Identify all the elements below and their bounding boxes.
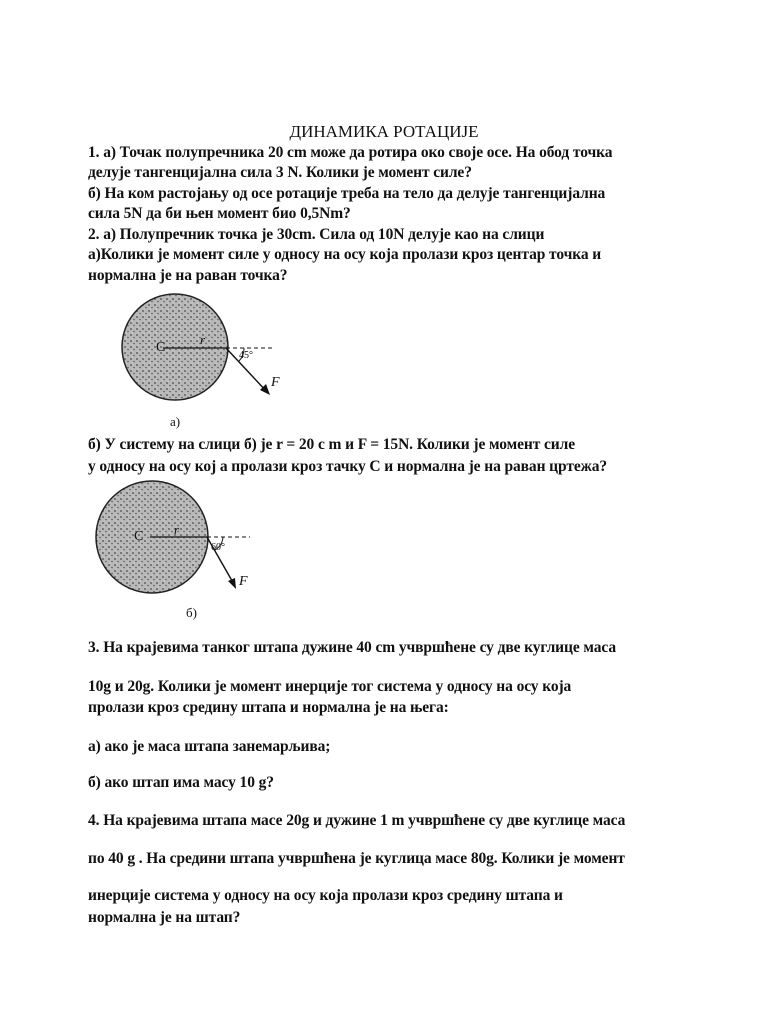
angle-label: 60° (211, 542, 225, 553)
text-line: 2. а) Полупречник точка је 30cm. Сила од 10N делује као на слици (88, 226, 545, 243)
page-title: ДИНАМИКА РОТАЦИЈЕ (289, 122, 479, 141)
figure-b (90, 480, 290, 620)
text-line: б) На ком растојању од осе ротације треба на тело да делује тангенцијална (88, 185, 606, 202)
text-line: делује тангенцијална сила 3 N. Колики је момент силе? (88, 164, 472, 181)
text-line: нормална је на раван точка? (88, 267, 288, 284)
text-line: б) ако штап има масу 10 g? (88, 774, 274, 791)
text-line: пролази кроз средину штапа и нормална је на њега: (88, 699, 449, 716)
force-label: F (239, 574, 248, 589)
text-line: сила 5N да би њен момент био 0,5Nm? (88, 205, 351, 222)
center-label: C (156, 340, 166, 355)
text-line: у односу на осу кој а пролази кроз тачку C и нормална је на раван цртежа? (88, 458, 608, 475)
wheel-disk (122, 294, 228, 400)
text-line: а) ако је маса штапа занемарљива; (88, 738, 331, 755)
text-line: б) У систему на слици б) је r = 20 c m и F = 15N. Колики је момент силе (88, 436, 575, 453)
figure-caption: а) (170, 414, 181, 429)
text-line: по 40 g . На средини штапа учвршћена је куглица масе 80g. Колики је момент (88, 850, 625, 867)
text-line: инерције система у односу на осу која пролази кроз средину штапа и (88, 887, 563, 904)
text-line: 3. На крајевима танког штапа дужине 40 cm учвршћене су две куглице маса (88, 639, 617, 656)
figure-a (112, 292, 312, 432)
force-label: F (271, 375, 280, 390)
text-line: а)Колики је момент силе у односу на осу која пролази кроз центар точка и (88, 246, 602, 263)
figure-caption: б) (186, 605, 197, 620)
text-line: 10g и 20g. Колики је момент инерције тог система у односу на осу која (88, 678, 572, 695)
center-label: C (134, 529, 144, 544)
text-line: 4. На крајевима штапа масе 20g и дужине 1 m учвршћене су две куглице маса (88, 812, 626, 829)
radius-label: r (174, 522, 180, 537)
text-line: нормална је на штап? (88, 909, 241, 926)
angle-label: 45° (239, 350, 253, 361)
text-line: 1. а) Точак полупречника 20 cm може да ротира око своје осе. На обод точка (88, 144, 613, 161)
radius-label: r (200, 332, 206, 347)
